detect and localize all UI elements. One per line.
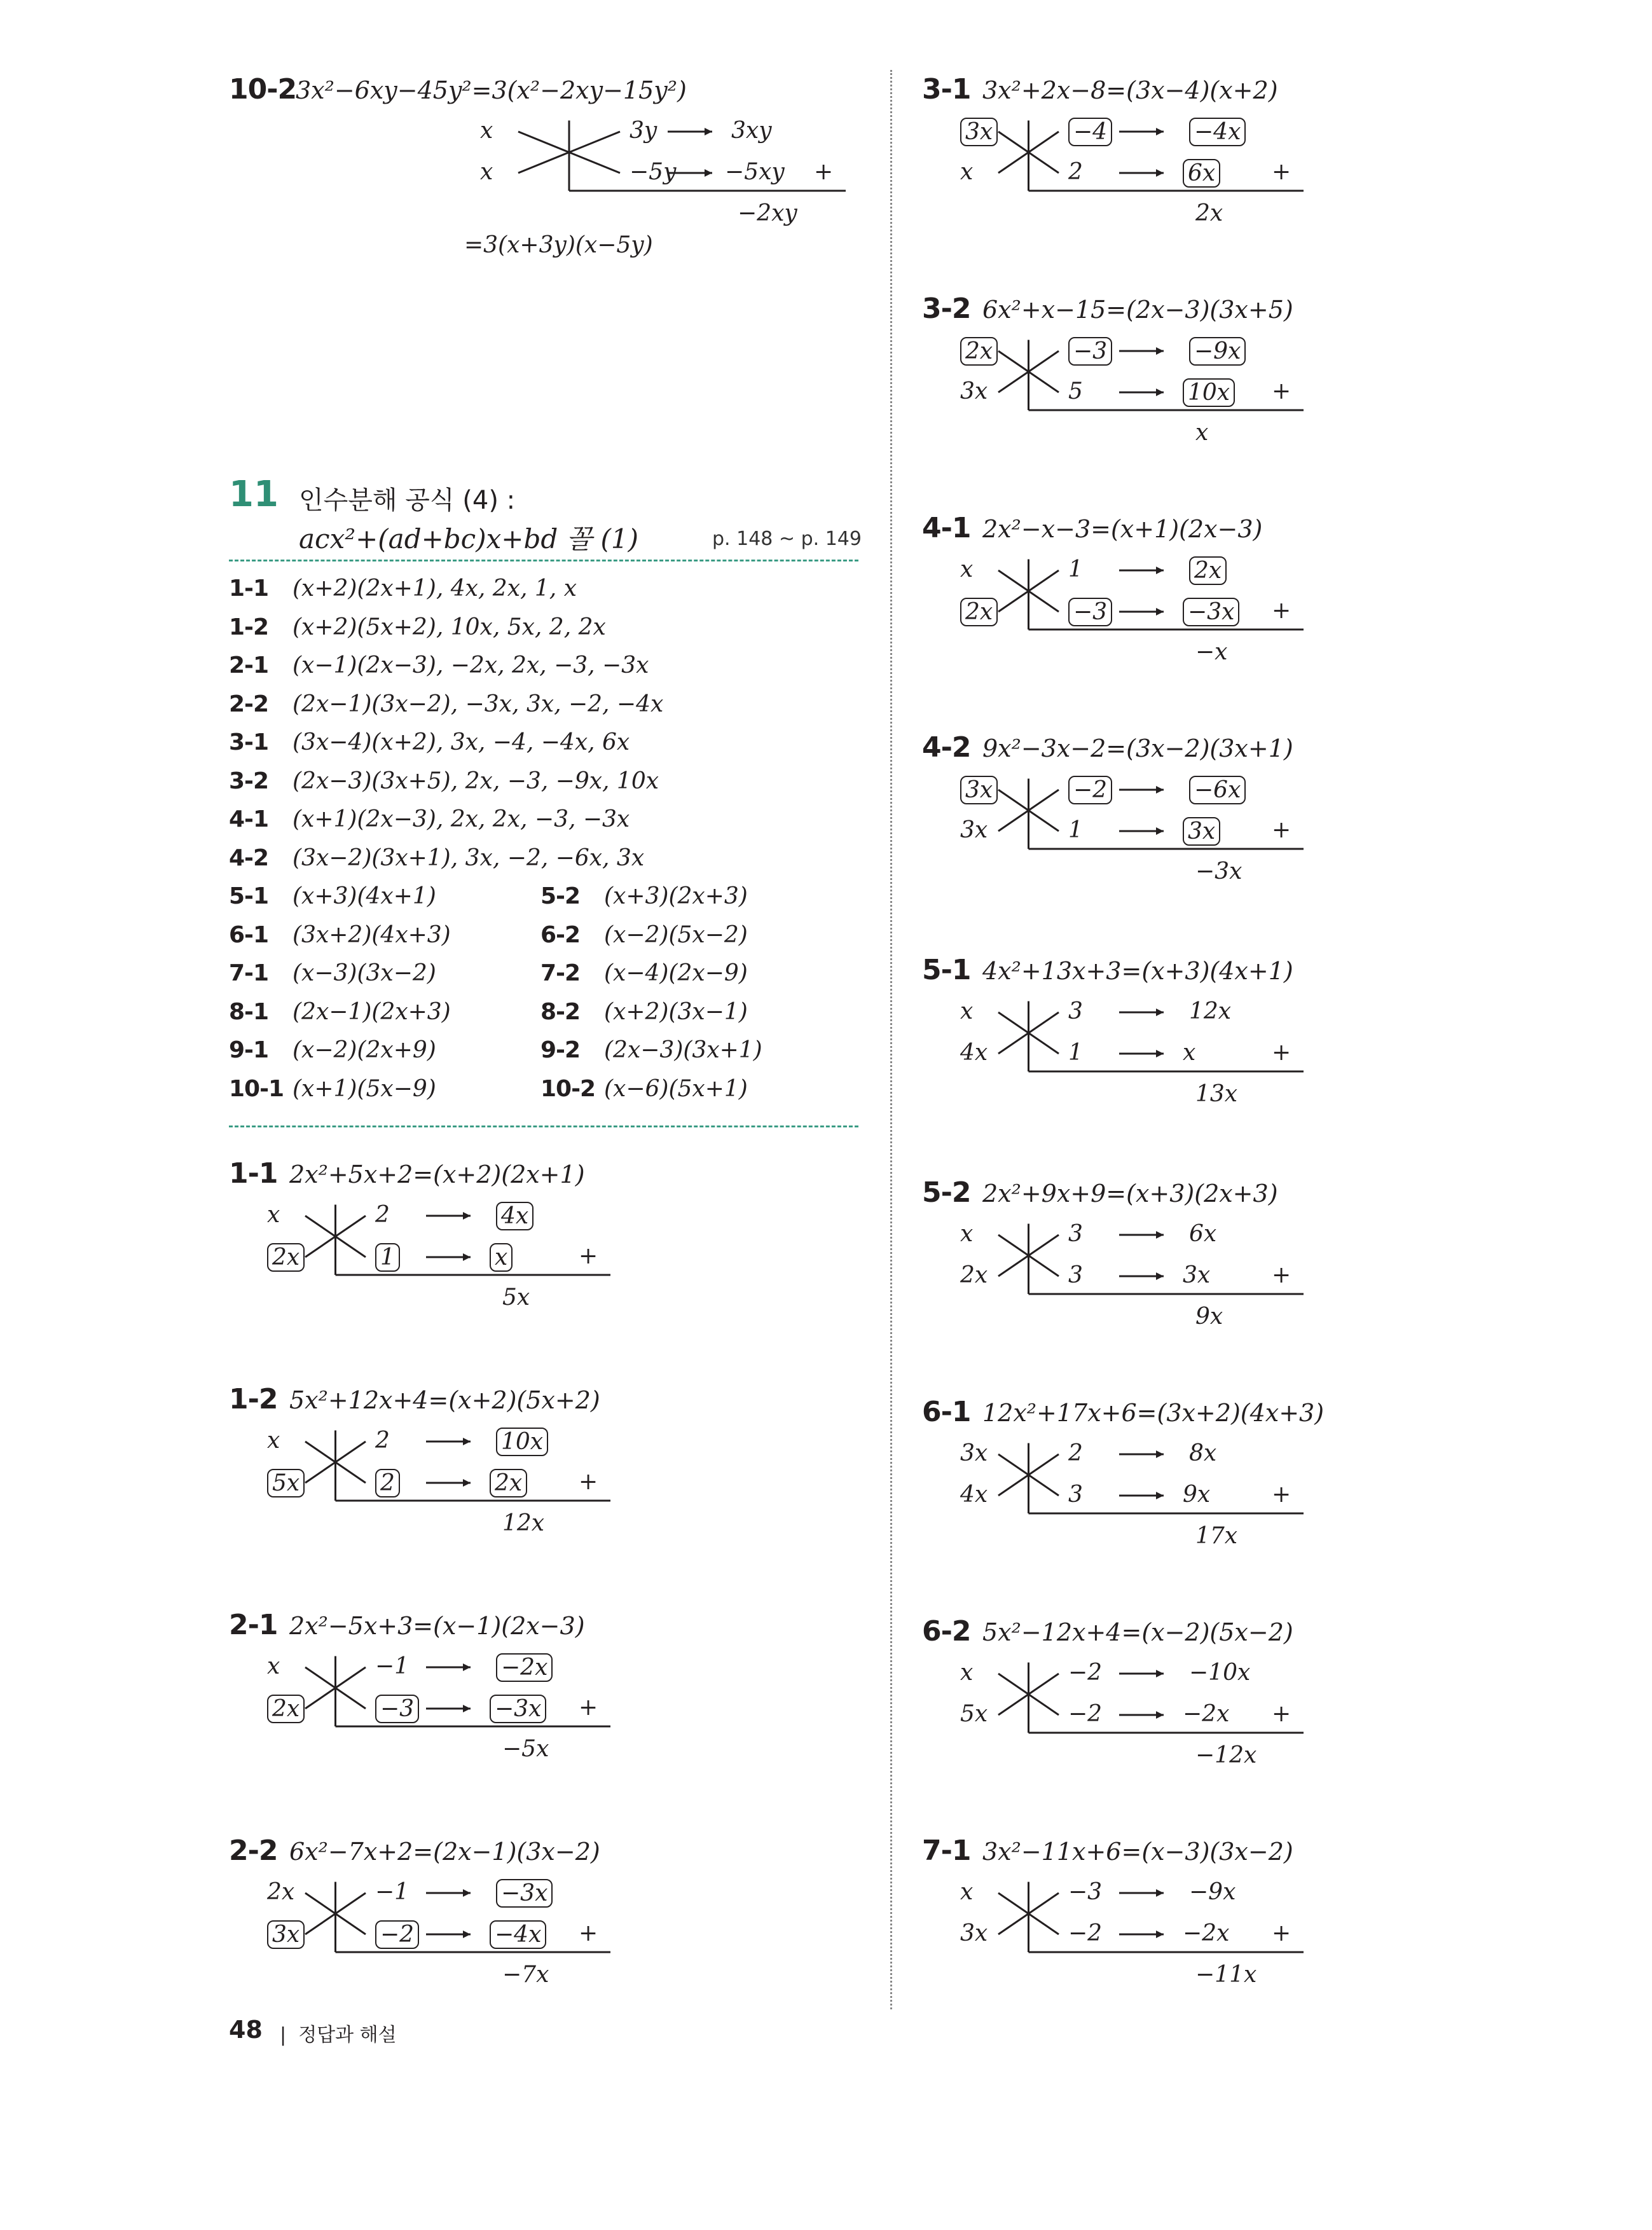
arrow-head-2 [1156, 1050, 1164, 1057]
product-2: −3x [1183, 598, 1239, 626]
factor-a1: x [960, 1879, 974, 1905]
problem-label: 1-2 [229, 1383, 278, 1415]
factor-b1: −2 [1068, 1660, 1103, 1686]
product-2: −4x [490, 1920, 546, 1949]
factor-a1: x [267, 1653, 280, 1679]
factor-b2: 2 [1068, 159, 1083, 185]
arrow-head-2 [463, 1479, 471, 1487]
problem-equation: 5x²−12x+4=(x−2)(5x−2) [982, 1618, 1293, 1646]
arrow-head-2 [1156, 1492, 1164, 1499]
factor-b1: 3 [1068, 998, 1083, 1024]
arrow-head-2 [705, 169, 712, 177]
factor-b2: −2 [1068, 1920, 1103, 1946]
plus-sign: + [1272, 598, 1291, 624]
factor-a1: x [267, 1202, 280, 1228]
problem-3-1 [922, 73, 1316, 245]
factor-b1: 3y [630, 118, 657, 144]
answer-row [229, 614, 606, 640]
answer-label: 6-1 [229, 921, 269, 948]
answer-row [229, 922, 451, 948]
product-2: x [1183, 1040, 1196, 1066]
factor-a1: x [960, 556, 974, 582]
answer-value: (3x−4)(x+2), 3x, −4, −4x, 6x [293, 729, 630, 755]
factor-a1: 3x [960, 1440, 988, 1466]
answer-row [229, 691, 663, 717]
factor-a2: 3x [267, 1920, 305, 1949]
product-1: 3xy [731, 118, 772, 144]
answer-value: (2x−1)(2x+3) [293, 998, 451, 1025]
arrow-head-1 [463, 1663, 471, 1671]
answer-label: 2-1 [229, 652, 269, 678]
arrow-head-2 [1156, 827, 1164, 835]
problem-equation: 2x²+5x+2=(x+2)(2x+1) [289, 1160, 585, 1188]
factor-a2: 2x [960, 1262, 988, 1288]
problem-6-1 [922, 1396, 1325, 1567]
answer-row [229, 806, 630, 832]
answer-row [229, 999, 451, 1025]
factor-b2: −3 [1068, 598, 1112, 626]
problem-label: 6-2 [922, 1615, 971, 1648]
factor-a1: 3x [960, 776, 998, 804]
factor-a1: 2x [960, 337, 998, 366]
factor-a2: 5x [960, 1701, 988, 1727]
product-2: 6x [1183, 159, 1220, 188]
problem-equation: 4x²+13x+3=(x+3)(4x+1) [982, 957, 1293, 985]
answer-value: (x−6)(5x+1) [604, 1075, 748, 1102]
factor-b2: 1 [1068, 817, 1083, 843]
answer-value: (2x−1)(3x−2), −3x, 3x, −2, −4x [293, 691, 664, 717]
factor-b2: 1 [1068, 1040, 1083, 1066]
arrow-head-2 [1156, 1931, 1164, 1938]
factor-a1: x [960, 1660, 974, 1686]
problem-equation: 12x²+17x+6=(3x+2)(4x+3) [982, 1399, 1325, 1427]
factor-a1: x [960, 1221, 974, 1247]
factor-a1: x [480, 118, 493, 144]
problem-label: 4-1 [922, 512, 971, 544]
answer-label: 2-2 [229, 691, 269, 717]
answer-label: 10-2 [540, 1075, 596, 1102]
column-divider [890, 70, 892, 2009]
section-pages: p. 148 ~ p. 149 [712, 528, 862, 550]
problem-equation: 2x²−5x+3=(x−1)(2x−3) [289, 1612, 585, 1640]
problem-5-1 [922, 954, 1316, 1125]
arrow-head-1 [1156, 1231, 1164, 1239]
factor-a1: 2x [267, 1879, 295, 1905]
problem-3-2 [922, 293, 1316, 464]
sum-term: −5x [502, 1736, 549, 1762]
product-1: 4x [496, 1202, 533, 1230]
product-1: 8x [1189, 1440, 1217, 1466]
arrow-head-1 [1156, 786, 1164, 794]
footer-separator: | [280, 2024, 287, 2046]
problem-equation: 6x²−7x+2=(2x−1)(3x−2) [289, 1838, 600, 1866]
factor-b2: 3 [1068, 1262, 1083, 1288]
factor-b1: −3 [1068, 337, 1112, 366]
sum-term: 9x [1195, 1304, 1223, 1330]
arrow-head-1 [1156, 1450, 1164, 1458]
product-2: x [490, 1243, 513, 1272]
answer-label: 10-1 [229, 1075, 284, 1102]
plus-sign: + [579, 1243, 598, 1269]
factor-a1: 3x [960, 118, 998, 146]
factor-b1: −3 [1068, 1879, 1103, 1905]
product-1: −4x [1189, 118, 1246, 146]
sum-term: 17x [1195, 1523, 1238, 1549]
product-1: 10x [496, 1428, 548, 1456]
factor-b1: −1 [375, 1879, 410, 1905]
arrow-head-2 [463, 1931, 471, 1938]
arrow-head-1 [463, 1889, 471, 1897]
problem-equation: 3x²+2x−8=(3x−4)(x+2) [982, 76, 1278, 104]
answer-label: 7-1 [229, 960, 269, 986]
plus-sign: + [579, 1695, 598, 1721]
plus-sign: + [814, 159, 834, 185]
factor-a2: 2x [267, 1695, 305, 1723]
product-2: −5xy [725, 159, 785, 185]
factor-a2: 2x [267, 1243, 305, 1272]
answer-label: 8-1 [229, 998, 269, 1025]
factor-b1: 2 [375, 1428, 390, 1454]
answer-value: (x+1)(2x−3), 2x, 2x, −3, −3x [293, 806, 630, 832]
problem-label: 5-2 [922, 1176, 971, 1209]
problem-4-1 [922, 512, 1316, 684]
plus-sign: + [579, 1920, 598, 1946]
product-2: 3x [1183, 817, 1220, 846]
problem-label: 7-1 [922, 1834, 971, 1867]
plus-sign: + [1272, 1262, 1291, 1288]
problem-label: 3-2 [922, 293, 971, 325]
problem-equation: 5x²+12x+4=(x+2)(5x+2) [289, 1386, 600, 1414]
plus-sign: + [1272, 1920, 1291, 1946]
factor-b2: 3 [1068, 1482, 1083, 1508]
answer-value: (x+3)(2x+3) [604, 883, 748, 909]
problem-label: 4-2 [922, 731, 971, 764]
arrow-head-1 [1156, 128, 1164, 135]
problem-1-2 [229, 1383, 623, 1555]
problem-label: 6-1 [922, 1396, 971, 1428]
arrow-head-1 [1156, 1889, 1164, 1897]
plus-sign: + [1272, 1482, 1291, 1508]
arrow-head-1 [1156, 1008, 1164, 1016]
problem-label: 5-1 [922, 954, 971, 986]
factor-b1: −2 [1068, 776, 1112, 804]
plus-sign: + [1272, 159, 1291, 185]
factor-a2: 4x [960, 1482, 988, 1508]
answer-row [229, 1076, 436, 1102]
problem-1-1 [229, 1157, 623, 1329]
sum-term: −2xy [738, 200, 797, 226]
factor-a2: x [480, 159, 493, 185]
answer-value: (x+3)(4x+1) [293, 883, 436, 909]
product-1: −10x [1189, 1660, 1251, 1686]
product-1: −6x [1189, 776, 1246, 804]
page-number: 48 [229, 2016, 263, 2044]
divider-dashed-bottom [229, 1125, 858, 1127]
problem-2-2 [229, 1834, 623, 2006]
answer-row [540, 922, 748, 948]
arrow-head-2 [1156, 1711, 1164, 1719]
factor-b2: −2 [375, 1920, 419, 1949]
arrow-head-1 [1156, 347, 1164, 355]
problem-6-2 [922, 1615, 1316, 1787]
answer-label: 6-2 [540, 921, 581, 948]
answer-row [229, 960, 436, 986]
factor-b1: −1 [375, 1653, 410, 1679]
factor-a2: 5x [267, 1469, 305, 1497]
product-1: 6x [1189, 1221, 1217, 1247]
product-2: −2x [1183, 1920, 1230, 1946]
product-2: −3x [490, 1695, 546, 1723]
answer-label: 1-1 [229, 575, 269, 602]
factor-b1: 3 [1068, 1221, 1083, 1247]
answer-row [229, 845, 644, 871]
answer-row [229, 652, 649, 678]
factor-b1: 1 [1068, 556, 1083, 582]
answer-row [229, 768, 659, 794]
factor-a2: 3x [960, 378, 988, 404]
divider-dashed-top [229, 560, 858, 561]
answer-row [540, 999, 748, 1025]
footer-text: 정답과 해설 [298, 2024, 397, 2046]
section-formula: acx²+(ad+bc)x+bd 꼴 (1) [299, 523, 638, 554]
answer-label: 9-2 [540, 1037, 581, 1063]
answer-value: (x+1)(5x−9) [293, 1075, 436, 1102]
factor-b2: −5y [630, 159, 677, 185]
plus-sign: + [1272, 817, 1291, 843]
footer-label [280, 2019, 397, 2047]
answer-value: (2x−3)(3x+1) [604, 1037, 762, 1063]
answer-value: (x−1)(2x−3), −2x, 2x, −3, −3x [293, 652, 649, 678]
plus-sign: + [1272, 378, 1291, 404]
answer-label: 8-2 [540, 998, 581, 1025]
answer-row [229, 575, 577, 602]
section-number: 11 [229, 474, 279, 515]
product-1: −9x [1189, 337, 1246, 366]
product-1: −9x [1189, 1879, 1236, 1905]
arrow-head-2 [1156, 389, 1164, 396]
answer-label: 7-2 [540, 960, 581, 986]
sum-term: 13x [1195, 1081, 1238, 1107]
factor-a2: 2x [960, 598, 998, 626]
answer-value: (x+2)(5x+2), 10x, 5x, 2, 2x [293, 614, 606, 640]
answer-label: 3-2 [229, 767, 269, 794]
factor-b1: 2 [375, 1202, 390, 1228]
problem-label: 3-1 [922, 73, 971, 106]
factor-b1: 2 [1068, 1440, 1083, 1466]
answer-row [540, 883, 748, 909]
product-2: 9x [1183, 1482, 1211, 1508]
problem-equation: 3x²−11x+6=(x−3)(3x−2) [982, 1838, 1293, 1866]
plus-sign: + [1272, 1701, 1291, 1727]
answer-value: (3x+2)(4x+3) [293, 921, 451, 948]
section-title: 인수분해 공식 (4) : [299, 486, 516, 515]
arrow-head-1 [463, 1438, 471, 1445]
product-1: −3x [496, 1879, 553, 1908]
problem-label: 10-2 [229, 73, 297, 106]
sum-term: −12x [1195, 1742, 1257, 1768]
arrow-head-2 [463, 1253, 471, 1261]
answer-label: 4-2 [229, 844, 269, 871]
factor-a2: x [960, 159, 974, 185]
answer-row [540, 1037, 762, 1063]
answer-value: (x−2)(5x−2) [604, 921, 748, 948]
factor-b2: −2 [1068, 1701, 1103, 1727]
arrow-head-1 [1156, 1670, 1164, 1677]
problem-5-2 [922, 1176, 1316, 1348]
product-1: −2x [496, 1653, 553, 1682]
problem-equation: 6x²+x−15=(2x−3)(3x+5) [982, 296, 1293, 324]
answer-label: 1-2 [229, 614, 269, 640]
factor-b1: −4 [1068, 118, 1112, 146]
factor-a2: 4x [960, 1040, 988, 1066]
arrow-head-1 [463, 1212, 471, 1220]
problem-equation: 3x²−6xy−45y²=3(x²−2xy−15y²) [296, 76, 687, 104]
problem-equation: 9x²−3x−2=(3x−2)(3x+1) [982, 734, 1293, 762]
product-1: 12x [1189, 998, 1232, 1024]
answer-row [229, 729, 630, 755]
factor-a2: 3x [960, 817, 988, 843]
sum-term: 12x [502, 1510, 545, 1536]
factor-b2: 5 [1068, 378, 1083, 404]
problem-label: 2-2 [229, 1834, 278, 1867]
arrow-head-1 [1156, 567, 1164, 574]
sum-term: −11x [1195, 1962, 1257, 1988]
product-2: 3x [1183, 1262, 1211, 1288]
sum-term: 2x [1195, 200, 1223, 226]
plus-sign: + [1272, 1040, 1291, 1066]
answer-value: (x−4)(2x−9) [604, 960, 748, 986]
factor-a1: x [267, 1428, 280, 1454]
sum-term: x [1195, 420, 1209, 446]
problem-7-1 [922, 1834, 1316, 2006]
arrow-head-2 [1156, 169, 1164, 177]
arrow-head-2 [463, 1705, 471, 1712]
answer-value: (x+2)(3x−1) [604, 998, 748, 1025]
problem-10-2 [229, 73, 865, 258]
problem-equation: 2x²−x−3=(x+1)(2x−3) [982, 515, 1263, 543]
plus-sign: + [579, 1469, 598, 1495]
problem-2-1 [229, 1609, 623, 1780]
answer-row [229, 1037, 436, 1063]
answer-label: 5-1 [229, 883, 269, 909]
answer-label: 4-1 [229, 806, 269, 832]
answer-value: (2x−3)(3x+5), 2x, −3, −9x, 10x [293, 767, 659, 794]
problem-label: 1-1 [229, 1157, 278, 1190]
answer-value: (x−3)(3x−2) [293, 960, 436, 986]
arrow-head-1 [705, 128, 712, 135]
answer-label: 9-1 [229, 1037, 269, 1063]
factor-a1: x [960, 998, 974, 1024]
factor-b2: −3 [375, 1695, 419, 1723]
factor-a2: 3x [960, 1920, 988, 1946]
factor-b2: 1 [375, 1243, 400, 1272]
product-2: 2x [490, 1469, 527, 1497]
problem-label: 2-1 [229, 1609, 278, 1641]
product-2: 10x [1183, 378, 1235, 407]
problem-4-2 [922, 731, 1316, 903]
factor-b2: 2 [375, 1469, 400, 1497]
answer-label: 3-1 [229, 729, 269, 755]
answer-label: 5-2 [540, 883, 581, 909]
product-1: 2x [1189, 556, 1227, 585]
answer-value: (x+2)(2x+1), 4x, 2x, 1, x [293, 575, 577, 602]
sum-term: −7x [502, 1962, 549, 1988]
problem-equation: 2x²+9x+9=(x+3)(2x+3) [982, 1180, 1278, 1208]
arrow-head-2 [1156, 1272, 1164, 1280]
product-2: −2x [1183, 1701, 1230, 1727]
arrow-head-2 [1156, 608, 1164, 616]
sum-term: −x [1195, 639, 1228, 665]
answer-row [540, 960, 748, 986]
answer-value: (3x−2)(3x+1), 3x, −2, −6x, 3x [293, 844, 645, 871]
sum-term: 5x [502, 1284, 530, 1311]
problem-result: =3(x+3y)(x−5y) [464, 232, 653, 258]
answer-row [540, 1076, 748, 1102]
answer-row [229, 883, 436, 909]
answer-value: (x−2)(2x+9) [293, 1037, 436, 1063]
sum-term: −3x [1195, 858, 1242, 884]
